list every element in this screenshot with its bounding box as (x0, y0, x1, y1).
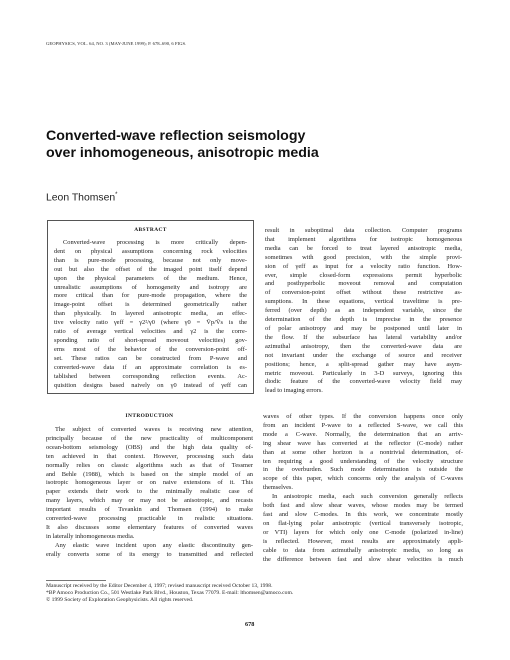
text-line: sion of γeff as input for a velocity ratio function. How- (265, 262, 462, 270)
text-line: cable to data from azimuthally anisotropic media, so long as (263, 546, 463, 554)
text-line: out but also the offset of the imaged point itself depend (54, 265, 247, 273)
footnote-divider (46, 580, 106, 581)
text-line: that implement algorithms for isotropic homogeneous (265, 235, 462, 243)
text-line: or VTI) layers for which only one C-mode (polarized in-line) (263, 528, 463, 536)
text-line: sponding ratio of short-spread moveout velocities) gov- (54, 336, 247, 344)
text-line: In anisotropic media, each such conversion generally reflects (272, 493, 463, 501)
text-line: more critical than for pure-mode propagation, where the (54, 292, 247, 300)
text-line: The subject of converted waves is receiving new attention, (55, 426, 253, 433)
footnote-copyright: © 1999 Society of Exploration Geophysicists. All rights reserved. (46, 597, 194, 603)
text-line: ferred (over depth) as an independent variable, since the (265, 307, 462, 315)
text-line: set. These ratios can be constructed from P-wave and (54, 354, 247, 362)
abstract-heading: ABSTRACT (134, 227, 167, 233)
text-line: ing shear wave has converted at the reflector (C-mode) rather (263, 439, 463, 447)
text-line: ten requiring a good understanding of the velocity structure (263, 457, 463, 465)
text-line: unrealistic assumptions of homogeneity and isotropy are (54, 283, 247, 291)
text-line: quisition designs based naively on γ0 instead of γeff can (54, 381, 247, 389)
title-line-2: over inhomogeneous, anisotropic media (46, 145, 319, 161)
text-line: important results of Tsvankin and Thomsen (1994) to make (46, 506, 253, 514)
text-line: paper extends their work to the minimally realistic case of (46, 488, 253, 496)
text-line: than at some other horizon is a nontrivial determination, of- (263, 448, 463, 456)
abstract-body (54, 239, 247, 390)
text-line: than physically. In layered anisotropic media, an effec- (54, 310, 247, 318)
text-line: is reflected. However, most results are approximately appli- (263, 537, 463, 545)
text-line: the difference between fast and slow shear velocities is much (263, 555, 463, 563)
text-line: in the overburden. Such mode determination is outside the (263, 466, 463, 474)
text-line: result in suboptimal data collection. Computer programs (265, 227, 462, 234)
text-line: erally converts some of its energy to transmitted and reflected (46, 550, 253, 558)
text-line: lead to imaging errors. (265, 387, 323, 395)
footnote-received: Manuscript received by the Editor December 4, 1997; revised manuscript received October 13, 1998. (46, 583, 273, 589)
text-line: upon the physical parameters of the medium. Hence, (54, 274, 247, 282)
author-footnote-mark: * (115, 192, 118, 198)
text-line: not invariant under the exchange of source and receiver (265, 351, 462, 359)
text-line: sometimes with good precision, with the simple provi- (265, 253, 462, 261)
text-line: media can be forced to treat layered anisotropic media, (265, 244, 462, 252)
text-line: ten achieved in that context. However, processing such data (46, 452, 253, 460)
text-line: principally because of the new practicality of multicomponent (46, 434, 253, 442)
text-line: waves of other types. If the conversion happens once only (263, 413, 463, 420)
text-line: than is pure-mode processing, because not only move- (54, 256, 247, 264)
text-line: on flat-lying polar anisotropic (vertical transversely isotropic, (263, 519, 463, 527)
text-line: fast and slow C-modes. In this work, we concentrate mostly (263, 510, 463, 518)
text-line: tablished between corresponding reflection events. Ac- (54, 372, 247, 380)
text-line: the flow. If the subsurface has lateral variability and/or (265, 333, 462, 341)
author-name (46, 192, 117, 203)
text-line: sumptions. In these equations, vertical traveltime is pre- (265, 298, 462, 306)
text-line: ocean-bottom seismology (OBS) and the high data quality of- (46, 443, 253, 451)
text-line: converted-wave data if an approximate correlation is es- (54, 363, 247, 371)
abstract-continuation (265, 227, 462, 396)
text-line: image-point offset is determined geometrically rather (54, 301, 247, 309)
text-line: from an incident P-wave to a reflected S-wave, we call this (263, 421, 463, 429)
text-line: converted-wave processing practicable in realistic situations. (46, 515, 253, 523)
text-line: and posthyperbolic moveout removal and computation (265, 280, 462, 288)
text-line: determination of the depth is imprecise in the presence (265, 316, 462, 324)
text-line: It also discusses some elementary features of converted waves (46, 523, 253, 531)
text-line: ratio of average vertical velocities and γ2 is the corre- (54, 328, 247, 336)
text-line: ever, simple closed-form expressions permit hyperbolic (265, 271, 462, 279)
text-line: in laterally inhomogeneous media. (46, 532, 135, 540)
text-line: dent on physical assumptions concerning rock velocities (54, 247, 247, 255)
introduction-right-column (263, 413, 463, 564)
footnotes (46, 583, 466, 604)
text-line: isotropic homogeneous layer or on naive extensions of it. This (46, 479, 253, 487)
text-line: of conversion-point offset without these restrictive as- (265, 289, 462, 297)
title-line-1: Converted-wave reflection seismology (46, 128, 306, 144)
text-line: many layers, which may or may not be anisotropic, and recasts (46, 497, 253, 505)
introduction-left-column (46, 426, 253, 560)
text-line: azimuthal anisotropy, then the converted-wave data are (265, 342, 462, 350)
author-text: Leon Thomsen (46, 192, 116, 204)
text-line: erns most of the behavior of the conversion-point off- (54, 345, 247, 353)
text-line: and Behle (1988), which is based on the simple model of an (46, 470, 253, 478)
text-line: mode a C-wave. Normally, the determination that an arriv- (263, 430, 463, 438)
journal-citation-line: GEOPHYSICS, VOL. 64, NO. 3 (MAY-JUNE 1999); P. 678–690, 6 FIGS. (46, 41, 187, 46)
text-line: scope of this paper, which concerns only the analysis of C-waves (263, 475, 463, 483)
text-line: themselves. (263, 484, 293, 492)
text-line: diodic feature of the converted-wave velocity field may (265, 378, 462, 386)
text-line: Converted-wave processing is more critically depen- (63, 239, 247, 246)
text-line: normally relies on classic algorithms such as that of Tessmer (46, 461, 253, 469)
article-title (46, 128, 346, 162)
text-line: both fast and slow shear waves, whose modes may be termed (263, 502, 463, 510)
text-line: positions; hence, a split-spread gather may have asym- (265, 360, 462, 368)
text-line: metric moveout. Particularly in 3-D surveys, ignoring this (265, 369, 462, 377)
introduction-heading: INTRODUCTION (125, 413, 174, 419)
text-line: tive velocity ratio γeff = γ2²/γ0 (where γ0 = V̄p/V̄s is the (54, 319, 247, 327)
text-line: of polar anisotropy and may be postponed until later in (265, 324, 462, 332)
page-number: 678 (245, 621, 255, 628)
footnote-affiliation: *BP Amoco Production Co., 501 Westlake Park Blvd., Houston, Texas 77079. E-mail: lthomsen@amoco.com. (46, 590, 294, 596)
text-line: Any elastic wave incident upon any elastic discontinuity gen- (55, 541, 253, 549)
